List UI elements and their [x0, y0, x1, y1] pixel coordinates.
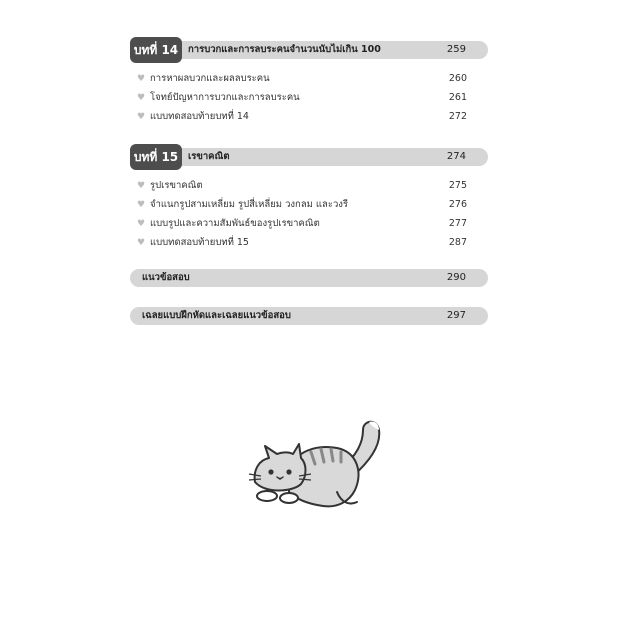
chapter-15-header[interactable] — [130, 148, 488, 166]
chapter-page-number: 259 — [446, 44, 466, 55]
toc-item[interactable] — [137, 91, 467, 105]
heart-icon: ♥ — [137, 181, 146, 191]
toc-item-page: 261 — [448, 92, 467, 103]
chapter-title: เรขาคณิต — [188, 151, 230, 162]
toc-item-page: 260 — [448, 73, 467, 84]
toc-item[interactable] — [137, 110, 467, 124]
section-answers[interactable] — [130, 307, 488, 325]
chapter-title: การบวกและการลบระคนจำนวนนับไม่เกิน 100 — [188, 44, 381, 55]
toc-item-page: 277 — [448, 218, 467, 229]
toc-item-title: การหาผลบวกและผลลบระคน — [150, 73, 270, 84]
section-page-number: 297 — [446, 310, 466, 321]
toc-item[interactable] — [137, 72, 467, 86]
toc-item-page: 276 — [448, 199, 467, 210]
heart-icon: ♥ — [137, 219, 146, 229]
toc-item-title: แบบรูปและความสัมพันธ์ของรูปเรขาคณิต — [150, 218, 320, 229]
section-title: เฉลยแบบฝึกหัดและเฉลยแนวข้อสอบ — [142, 310, 291, 321]
toc-item-title: จำแนกรูปสามเหลี่ยม รูปสี่เหลี่ยม วงกลม และวงรี — [150, 199, 349, 210]
section-exam-guide[interactable] — [130, 269, 488, 287]
heart-icon: ♥ — [137, 74, 146, 84]
cat-illustration — [245, 412, 390, 512]
heart-icon: ♥ — [137, 238, 146, 248]
chapter-page-number: 274 — [446, 151, 466, 162]
chapter-tag: บทที่ 14 — [130, 37, 182, 63]
toc-item-page: 287 — [448, 237, 467, 248]
chapter-tag: บทที่ 15 — [130, 144, 182, 170]
chapter-14-header[interactable] — [130, 41, 488, 59]
toc-item-title: แบบทดสอบท้ายบทที่ 15 — [150, 237, 249, 248]
section-title: แนวข้อสอบ — [142, 272, 190, 283]
toc-item[interactable] — [137, 217, 467, 231]
toc-item-title: โจทย์ปัญหาการบวกและการลบระคน — [150, 92, 300, 103]
toc-item[interactable] — [137, 179, 467, 193]
toc-item-title: รูปเรขาคณิต — [150, 180, 203, 191]
toc-item-page: 272 — [448, 111, 467, 122]
heart-icon: ♥ — [137, 112, 146, 122]
toc-item[interactable] — [137, 198, 467, 212]
toc-item[interactable] — [137, 236, 467, 250]
toc-item-page: 275 — [448, 180, 467, 191]
heart-icon: ♥ — [137, 93, 146, 103]
toc-item-title: แบบทดสอบท้ายบทที่ 14 — [150, 111, 249, 122]
section-page-number: 290 — [446, 272, 466, 283]
heart-icon: ♥ — [137, 200, 146, 210]
